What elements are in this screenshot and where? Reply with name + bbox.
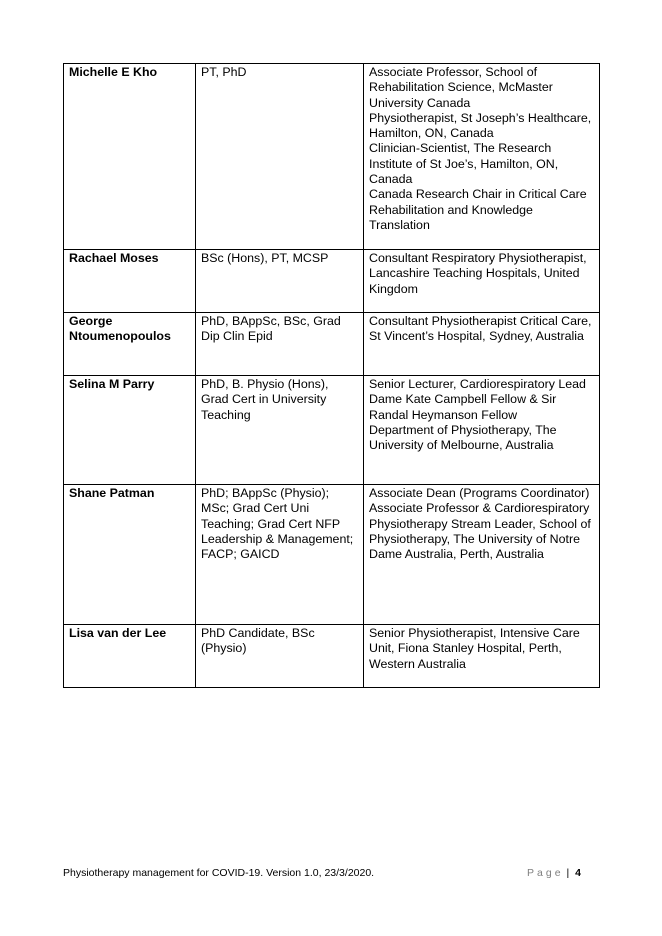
affiliation-line: Senior Physiotherapist, Intensive Care Unit, Fiona Stanley Hospital, Perth, Western Australia	[369, 626, 580, 671]
affiliation-line: Associate Dean (Programs Coordinator)	[369, 486, 590, 500]
page-indicator	[527, 866, 581, 880]
authors-table	[63, 63, 600, 688]
affiliation-line: Consultant Physiotherapist Critical Care, St Vincent’s Hospital, Sydney, Australia	[369, 314, 592, 344]
author-name: Michelle E Kho	[64, 64, 196, 250]
author-name: Lisa van der Lee	[64, 625, 196, 688]
author-name: Rachael Moses	[64, 250, 196, 313]
affiliation-line: Dame Kate Campbell Fellow & Sir Randal Heymanson Fellow	[369, 392, 557, 422]
table-row	[64, 376, 600, 485]
affiliation-line: Consultant Respiratory Physiotherapist, Lancashire Teaching Hospitals, United Kingdom	[369, 251, 587, 296]
author-affiliation	[364, 64, 600, 250]
table-row	[64, 250, 600, 313]
table-row	[64, 485, 600, 625]
affiliation-line: Clinician-Scientist, The Research Institute of St Joe’s, Hamilton, ON, Canada	[369, 141, 559, 187]
page-separator: |	[566, 867, 570, 879]
author-qualifications: PhD, B. Physio (Hons), Grad Cert in University Teaching	[196, 376, 364, 485]
footer-document-info: Physiotherapy management for COVID-19. Version 1.0, 23/3/2020.	[63, 867, 375, 879]
author-qualifications: PhD Candidate, BSc (Physio)	[196, 625, 364, 688]
author-affiliation	[364, 313, 600, 376]
affiliation-line: Associate Professor & Cardiorespiratory Physiotherapy Stream Leader, School of Physiotherapy, The University of Notre Dame Australia, Perth, Australia	[369, 501, 591, 562]
affiliation-line: Department of Physiotherapy, The University of Melbourne, Australia	[369, 422, 557, 453]
affiliation-line: Physiotherapist, St Joseph’s Healthcare, Hamilton, ON, Canada	[369, 110, 592, 141]
author-affiliation	[364, 485, 600, 625]
author-affiliation	[364, 250, 600, 313]
author-affiliation	[364, 376, 600, 485]
author-qualifications: BSc (Hons), PT, MCSP	[196, 250, 364, 313]
page-label: Page	[527, 867, 564, 879]
affiliation-line: Associate Professor, School of Rehabilitation Science, McMaster University Canada	[369, 65, 553, 110]
affiliation-line: Canada Research Chair in Critical Care Rehabilitation and Knowledge Translation	[369, 187, 587, 232]
affiliation-line: Senior Lecturer, Cardiorespiratory Lead	[369, 377, 586, 391]
author-qualifications: PhD; BAppSc (Physio); MSc; Grad Cert Uni Teaching; Grad Cert NFP Leadership & Management; FACP; GAICD	[196, 485, 364, 625]
author-name: George Ntoumenopoulos	[64, 313, 196, 376]
author-affiliation	[364, 625, 600, 688]
author-qualifications: PhD, BAppSc, BSc, Grad Dip Clin Epid	[196, 313, 364, 376]
page-number: 4	[575, 867, 581, 879]
author-name: Selina M Parry	[64, 376, 196, 485]
table-row	[64, 625, 600, 688]
table-row	[64, 313, 600, 376]
author-qualifications: PT, PhD	[196, 64, 364, 250]
table-row	[64, 64, 600, 250]
author-name: Shane Patman	[64, 485, 196, 625]
